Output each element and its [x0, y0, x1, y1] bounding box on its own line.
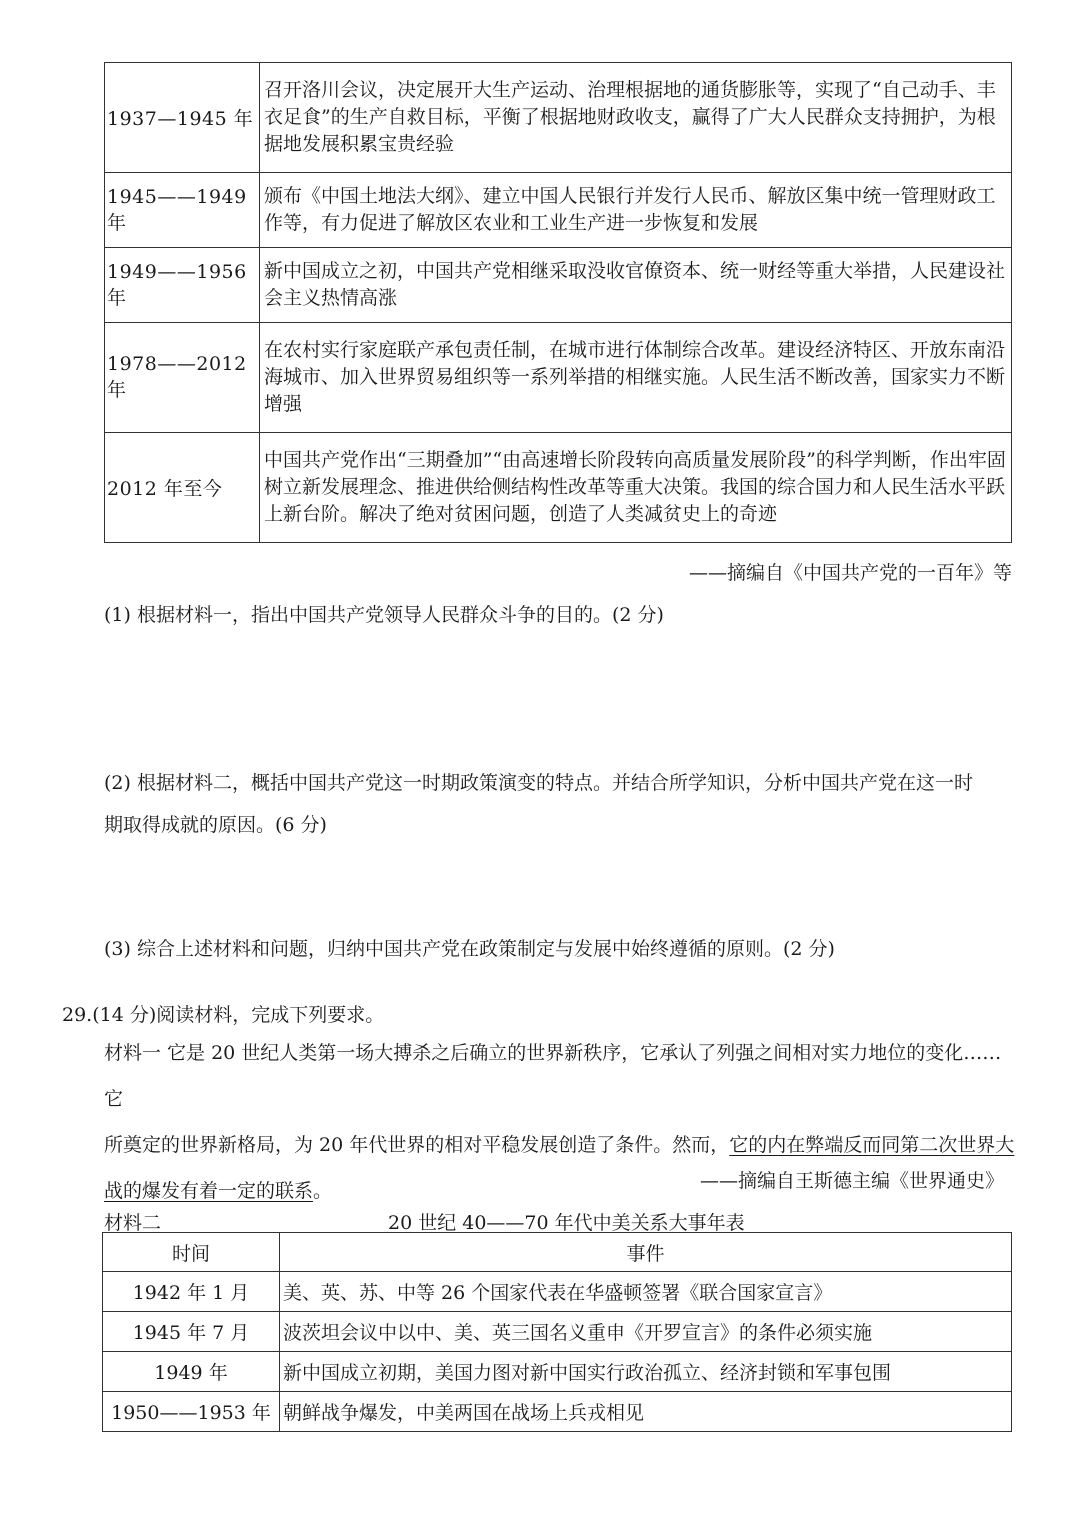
material-2-title: 20 世纪 40——70 年代中美关系大事年表	[388, 1212, 745, 1234]
material-1-line1: 材料一 它是 20 世纪人类第一场大搏杀之后确立的世界新秩序，它承认了列强之间相对实力地位的变化……它	[104, 1042, 1002, 1110]
content-cell: 在农村实行家庭联产承包责任制，在城市进行体制综合改革。建设经济特区、开放东南沿海城市、加入世界贸易组织等一系列举措的相继实施。人民生活不断改善，国家实力不断增强	[260, 323, 1012, 433]
period-cell: 1949——1956年	[105, 248, 260, 323]
table-row	[105, 63, 1012, 173]
table-row	[103, 1392, 1012, 1432]
table-row	[105, 173, 1012, 248]
table-row	[105, 433, 1012, 543]
table-row	[103, 1272, 1012, 1312]
table-row	[105, 323, 1012, 433]
time-cell: 1949 年	[103, 1352, 280, 1392]
event-cell: 朝鲜战争爆发，中美两国在战场上兵戎相见	[280, 1392, 1012, 1432]
sino-us-relations-table	[102, 1232, 1012, 1432]
material-2-label: 材料二	[104, 1212, 162, 1234]
content-cell: 颁布《中国土地法大纲》、建立中国人民银行并发行人民币、解放区集中统一管理财政工作等，有力促进了解放区农业和工业生产进一步恢复和发展	[260, 173, 1012, 248]
time-cell: 1942 年 1 月	[103, 1272, 280, 1312]
period-cell: 2012 年至今	[105, 433, 260, 543]
material-1-line2: 所奠定的世界新格局，为 20 年代世界的相对平稳发展创造了条件。然而，它的内在弊端反而同第二次世界大	[104, 1134, 1015, 1156]
header-time: 时间	[103, 1233, 280, 1272]
material-1-source: ——摘编自王斯德主编《世界通史》	[699, 1170, 1004, 1192]
table1-source: ——摘编自《中国共产党的一百年》等	[688, 562, 1012, 584]
period-cell: 1978——2012年	[105, 323, 260, 433]
content-cell: 召开洛川会议，决定展开大生产运动、治理根据地的通货膨胀等，实现了“自己动手、丰衣足食”的生产自救目标，平衡了根据地财政收支，赢得了广大人民群众支持拥护，为根据地发展积累宝贵经验	[260, 63, 1012, 173]
question-2-line1: (2) 根据材料二，概括中国共产党这一时期政策演变的特点。并结合所学知识，分析中国共产党在这一时	[104, 772, 973, 794]
event-cell: 波茨坦会议中以中、美、英三国名义重申《开罗宣言》的条件必须实施	[280, 1312, 1012, 1352]
table-row	[103, 1312, 1012, 1352]
table-row	[103, 1352, 1012, 1392]
question-3: (3) 综合上述材料和问题，归纳中国共产党在政策制定与发展中始终遵循的原则。(2 分)	[104, 938, 835, 960]
event-cell: 新中国成立初期，美国力图对新中国实行政治孤立、经济封锁和军事包围	[280, 1352, 1012, 1392]
question-1: (1) 根据材料一，指出中国共产党领导人民群众斗争的目的。(2 分)	[104, 604, 664, 626]
question-2-line2: 期取得成就的原因。(6 分)	[104, 814, 327, 836]
content-cell: 新中国成立之初，中国共产党相继采取没收官僚资本、统一财经等重大举措，人民建设社会主义热情高涨	[260, 248, 1012, 323]
material-1-line3: 战的爆发有着一定的联系。	[104, 1180, 333, 1202]
table-row	[105, 248, 1012, 323]
time-cell: 1950——1953 年	[103, 1392, 280, 1432]
header-event: 事件	[280, 1233, 1012, 1272]
time-cell: 1945 年 7 月	[103, 1312, 280, 1352]
policy-timeline-table	[104, 62, 1012, 543]
event-cell: 美、英、苏、中等 26 个国家代表在华盛顿签署《联合国家宣言》	[280, 1272, 1012, 1312]
period-cell: 1945——1949年	[105, 173, 260, 248]
content-cell: 中国共产党作出“三期叠加”“由高速增长阶段转向高质量发展阶段”的科学判断，作出牢固树立新发展理念、推进供给侧结构性改革等重大决策。我国的综合国力和人民生活水平跃上新台阶。解决了绝对贫困问题，创造了人类减贫史上的奇迹	[260, 433, 1012, 543]
table-header-row	[103, 1233, 1012, 1272]
period-cell: 1937—1945 年	[105, 63, 260, 173]
question-29-heading: 29.(14 分)阅读材料，完成下列要求。	[62, 1004, 385, 1026]
